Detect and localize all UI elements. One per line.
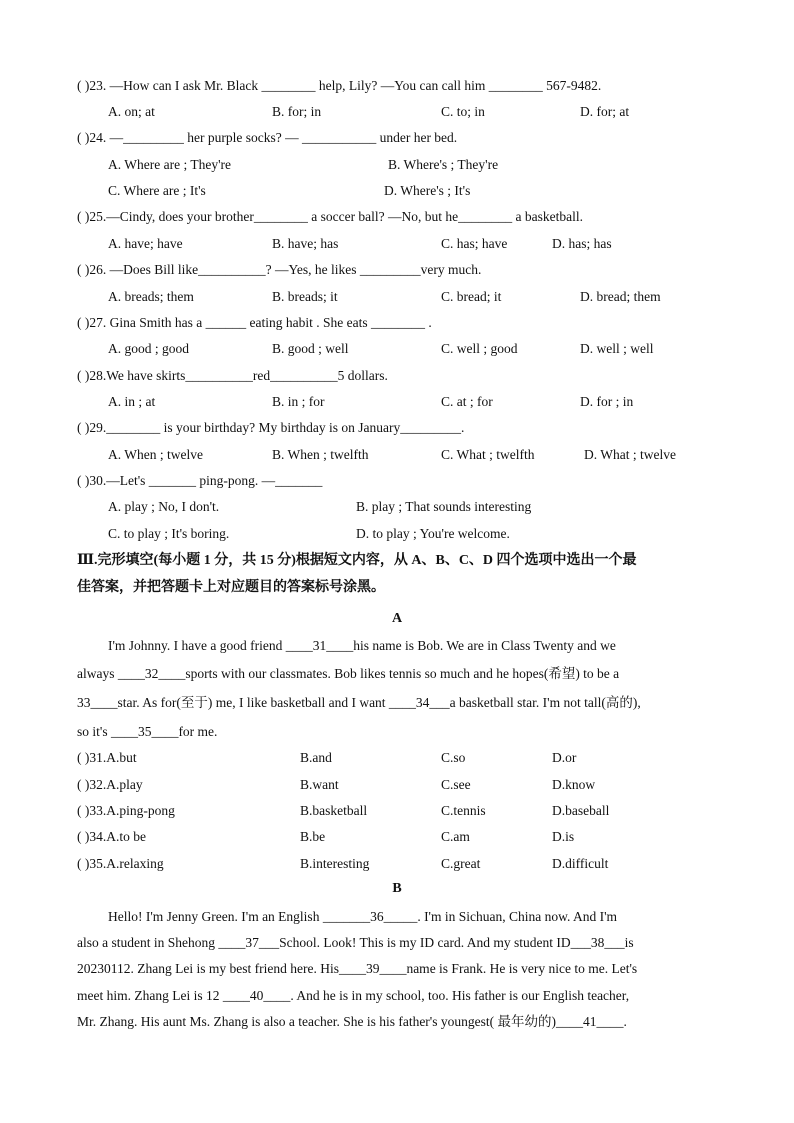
q25-option-b: B. have; has [272,236,339,251]
q23-option-d: D. for; at [580,104,630,119]
q28-option-d: D. for ; in [580,394,634,409]
q29-option-d: D. What ; twelve [584,447,676,462]
q27-option-b: B. good ; well [272,341,349,356]
q23-option-b: B. for; in [272,104,322,119]
question-23-stem: ( )23. —How can I ask Mr. Black ________ help, Lily? —You can call him ________ 567-9482. [77,78,602,93]
q26-option-c: C. bread; it [441,289,502,304]
q24-option-c: C. Where are ; It's [108,183,206,198]
q24-option-b: B. Where's ; They're [388,157,499,172]
q34-option-c: C.am [441,829,470,844]
q23-option-c: C. to; in [441,104,485,119]
passage-a-line-4: so it's ____35____for me. [77,724,218,739]
q28-option-c: C. at ; for [441,394,493,409]
q26-option-a: A. breads; them [108,289,194,304]
question-26-stem: ( )26. —Does Bill like__________? —Yes, he likes _________very much. [77,262,482,277]
q35-option-b: B.interesting [300,856,370,871]
passage-a-heading: A [391,611,403,626]
q35-option-c: C.great [441,856,481,871]
passage-a-line-1: I'm Johnny. I have a good friend ____31____his name is Bob. We are in Class Twenty and we [108,638,616,653]
passage-b-heading: B [392,881,402,896]
q34-option-d: D.is [552,829,575,844]
q28-option-a: A. in ; at [108,394,156,409]
q29-option-c: C. What ; twelfth [441,447,535,462]
q34-option-b: B.be [300,829,326,844]
q26-option-b: B. breads; it [272,289,338,304]
q33-option-c: C.tennis [441,803,486,818]
passage-b-line-2: also a student in Shehong ____37___School. Look! This is my ID card. And my student ID___38___is [77,935,634,950]
question-29-stem: ( )29.________ is your birthday? My birthday is on January_________. [77,420,465,435]
question-32-a: ( )32.A.play [77,777,143,792]
q33-option-b: B.basketball [300,803,368,818]
q32-option-d: D.know [552,777,596,792]
question-33-a: ( )33.A.ping-pong [77,803,175,818]
section-3-heading: Ⅲ.完形填空(每小题 1 分，共 15 分)根据短文内容，从 A、B、C、D 四个选项中选出一个最 [77,553,637,568]
q25-option-a: A. have; have [108,236,183,251]
q23-option-a: A. on; at [108,104,155,119]
passage-b-line-3: 20230112. Zhang Lei is my best friend here. His____39____name is Frank. He is very nice to me. Let's [77,961,638,976]
q32-option-c: C.see [441,777,471,792]
q24-option-d: D. Where's ; It's [384,183,471,198]
q28-option-b: B. in ; for [272,394,325,409]
q33-option-d: D.baseball [552,803,610,818]
q25-option-d: D. has; has [552,236,612,251]
q31-option-d: D.or [552,750,577,765]
q25-option-c: C. has; have [441,236,508,251]
section-3-heading-cont: 佳答案，并把答题卡上对应题目的答案标号涂黑。 [77,580,385,595]
question-34-a: ( )34.A.to be [77,829,146,844]
passage-b-line-1: Hello! I'm Jenny Green. I'm an English _______36_____. I'm in Sichuan, China now. And I'm [108,909,618,924]
q26-option-d: D. bread; them [580,289,661,304]
q27-option-d: D. well ; well [580,341,654,356]
q31-option-c: C.so [441,750,466,765]
q30-option-a: A. play ; No, I don't. [108,499,220,514]
q30-option-c: C. to play ; It's boring. [108,526,230,541]
question-24-stem: ( )24. —_________ her purple socks? — ___________ under her bed. [77,130,458,145]
q27-option-c: C. well ; good [441,341,518,356]
q30-option-b: B. play ; That sounds interesting [356,499,532,514]
passage-a-line-2: always ____32____sports with our classmates. Bob likes tennis so much and he hopes(希望) to be a [77,666,620,681]
passage-b-line-5: Mr. Zhang. His aunt Ms. Zhang is also a teacher. She is his father's youngest( 最年幼的)____41____. [77,1014,627,1029]
passage-b-line-4: meet him. Zhang Lei is 12 ____40____. And he is in my school, too. His father is our English teacher, [77,988,630,1003]
q31-option-b: B.and [300,750,332,765]
q29-option-b: B. When ; twelfth [272,447,369,462]
q30-option-d: D. to play ; You're welcome. [356,526,510,541]
question-25-stem: ( )25.—Cindy, does your brother________ a soccer ball? —No, but he________ a basketball. [77,209,584,224]
q24-option-a: A. Where are ; They're [108,157,231,172]
q27-option-a: A. good ; good [108,341,189,356]
passage-a-line-3: 33____star. As for(至于) me, I like basketball and I want ____34___a basketball star. I'm not tall(高的), [77,695,641,710]
q29-option-a: A. When ; twelve [108,447,203,462]
question-35-a: ( )35.A.relaxing [77,856,164,871]
q32-option-b: B.want [300,777,339,792]
question-31-a: ( )31.A.but [77,750,137,765]
question-30-stem: ( )30.—Let's _______ ping-pong. —_______ [77,473,323,488]
question-27-stem: ( )27. Gina Smith has a ______ eating habit . She eats ________ . [77,315,432,330]
q35-option-d: D.difficult [552,856,609,871]
question-28-stem: ( )28.We have skirts__________red__________5 dollars. [77,368,388,383]
